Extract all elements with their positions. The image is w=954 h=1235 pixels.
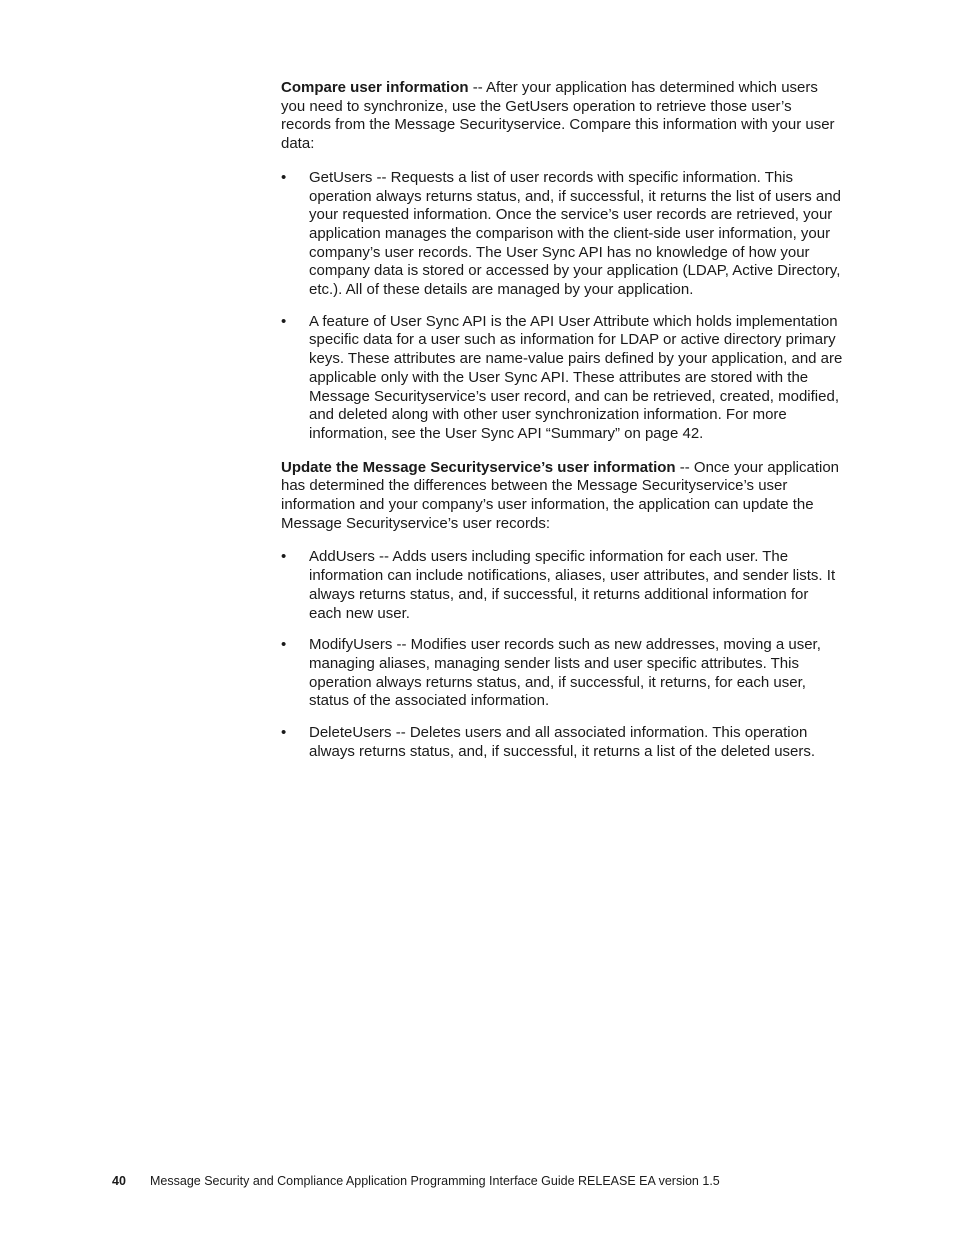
bullet-icon: • [281,636,287,654]
bullet-icon: • [281,724,287,742]
list-item [281,169,843,300]
list-item [281,636,843,711]
bullet-icon: • [281,312,287,330]
page-footer [112,1174,720,1188]
list-item-text: AddUsers -- Adds users including specific information for each user. The information can include notifications, aliases, user attributes, and sender lists. It always returns status, and, if successful, it returns additional information for each new user. [309,548,836,622]
list-item-text: A feature of User Sync API is the API User Attribute which holds implementation specific data for a user such as information for LDAP or active directory primary keys. These attributes are name-value pairs defined by your application, and are applicable only with the User Sync API. These attributes are stored with the Message Securityservice’s user record, and can be retrieved, created, modified, and deleted along with other user synchronization information. For more information, see the User Sync API “Summary” on page 42. [309,312,843,442]
update-user-info-heading: Update the Message Securityservice’s user information [281,458,676,476]
footer-title: Message Security and Compliance Application Programming Interface Guide RELEASE EA version 1.5 [150,1174,720,1188]
bullet-icon: • [281,168,287,186]
update-user-info-intro: -- Once your application has determined the differences between the Message Securityservice’s user information and your company’s user information, the application can update the Message Securityservice’s user records: [281,458,840,532]
document-body [281,79,843,777]
compare-user-info-heading: Compare user information [281,79,469,96]
list-item-text: ModifyUsers -- Modifies user records such as new addresses, moving a user, managing aliases, managing sender lists and user specific attributes. This operation always returns status, and, if successful, it returns, for each user, status of the associated information. [309,636,821,710]
list-item [281,313,843,444]
update-bullet-list [281,548,843,761]
page-number: 40 [112,1174,126,1188]
list-item [281,724,843,761]
compare-user-info-paragraph [281,79,843,154]
list-item [281,548,843,623]
list-item-text: GetUsers -- Requests a list of user records with specific information. This operation always returns status, and, if successful, it returns the list of users and your requested information. Once the service’s user records are retrieved, your application manages the comparison with the client-side user information, your company’s user records. The User Sync API has no knowledge of how your company data is stored or accessed by your application (LDAP, Active Directory, etc.). All of these details are managed by your application. [309,168,841,299]
compare-user-info-intro: -- After your application has determined which users you need to synchronize, use the GetUsers operation to retrieve those user’s records from the Message Securityservice. Compare this information with your user data: [281,79,835,153]
compare-bullet-list [281,169,843,444]
update-user-info-paragraph [281,459,843,534]
bullet-icon: • [281,548,287,566]
list-item-text: DeleteUsers -- Deletes users and all associated information. This operation always returns status, and, if successful, it returns a list of the deleted users. [309,724,816,760]
